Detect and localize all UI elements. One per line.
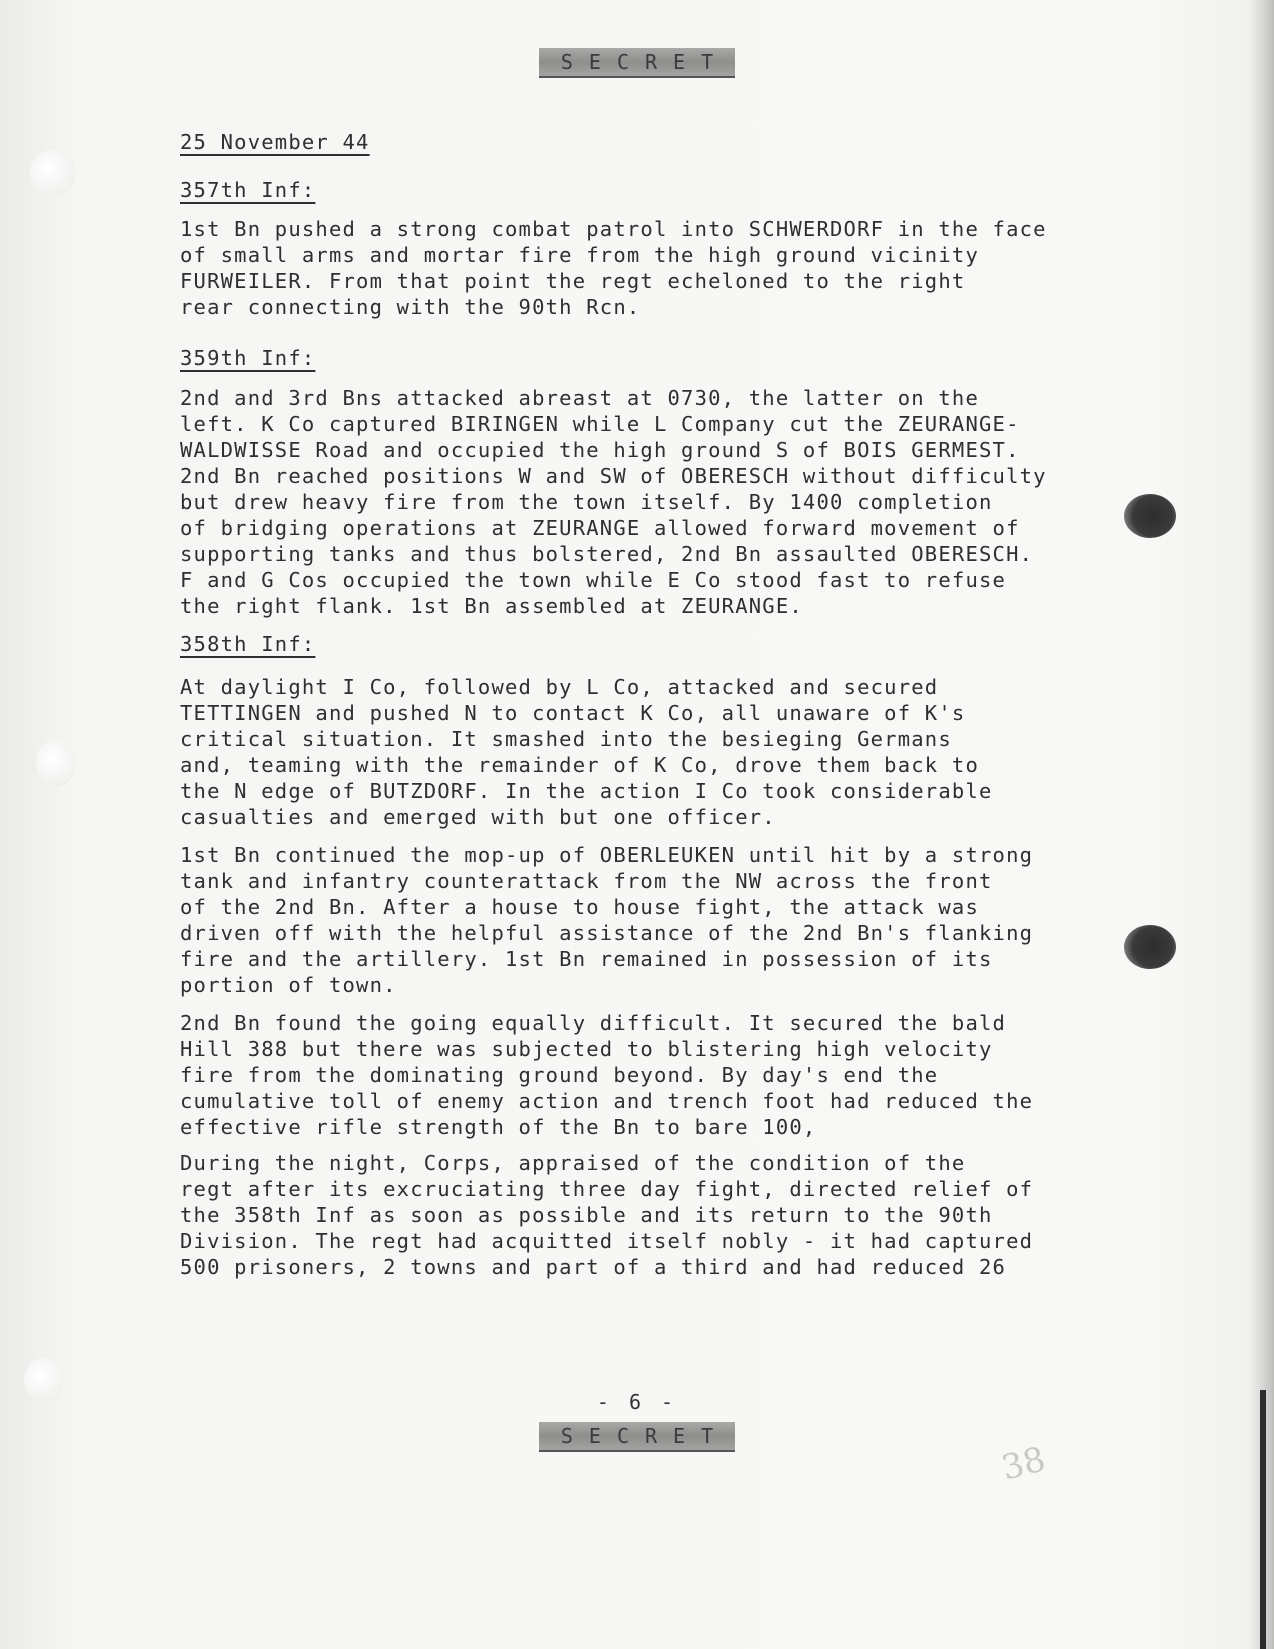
text-line: At daylight I Co, followed by L Co, attacked and secured [180, 675, 939, 699]
text-line: WALDWISSE Road and occupied the high ground S of BOIS GERMEST. [180, 438, 1020, 462]
text-line: 1st Bn pushed a strong combat patrol into SCHWERDORF in the face [180, 217, 1047, 241]
text-line: of small arms and mortar fire from the high ground vicinity [180, 243, 979, 267]
text-line: fire from the dominating ground beyond. By day's end the [180, 1063, 939, 1087]
paragraph-358th-4 [180, 1150, 1140, 1280]
date-heading: 25 November 44 [180, 130, 370, 154]
paragraph-357th-1 [180, 216, 1140, 320]
text-line: tank and infantry counterattack from the NW across the front [180, 869, 993, 893]
classification-stamp-top [0, 48, 1274, 78]
text-line: effective rifle strength of the Bn to bare 100, [180, 1115, 817, 1139]
text-line: and, teaming with the remainder of K Co, drove them back to [180, 753, 979, 777]
text-line: supporting tanks and thus bolstered, 2nd Bn assaulted OBERESCH. [180, 542, 1034, 566]
text-line: of bridging operations at ZEURANGE allowed forward movement of [180, 516, 1020, 540]
paragraph-358th-2 [180, 842, 1140, 998]
text-line: rear connecting with the 90th Rcn. [180, 295, 641, 319]
text-line: 500 prisoners, 2 towns and part of a third and had reduced 26 [180, 1255, 1007, 1279]
text-line: of the 2nd Bn. After a house to house fight, the attack was [180, 895, 979, 919]
text-line: Hill 388 but there was subjected to blistering high velocity [180, 1037, 993, 1061]
text-line: Division. The regt had acquitted itself nobly - it had captured [180, 1229, 1034, 1253]
page-number: - 6 - [596, 1390, 678, 1414]
classification-stamp-bottom [0, 1422, 1274, 1452]
text-line: F and G Cos occupied the town while E Co stood fast to refuse [180, 568, 1007, 592]
section-heading-359th: 359th Inf: [180, 346, 316, 370]
text-line: driven off with the helpful assistance of the 2nd Bn's flanking [180, 921, 1034, 945]
text-line: During the night, Corps, appraised of the condition of the [180, 1151, 966, 1175]
section-heading-357th: 357th Inf: [180, 178, 316, 202]
paragraph-358th-1 [180, 674, 1140, 830]
text-line: TETTINGEN and pushed N to contact K Co, all unaware of K's [180, 701, 966, 725]
punch-hole-middle [36, 740, 76, 786]
classification-label-bottom: SECRET [539, 1422, 735, 1452]
punch-hole-top [30, 150, 76, 196]
text-line: regt after its excruciating three day fight, directed relief of [180, 1177, 1034, 1201]
text-line: casualties and emerged with but one officer. [180, 805, 776, 829]
paragraph-359th-1 [180, 385, 1140, 619]
text-line: 2nd Bn found the going equally difficult. It secured the bald [180, 1011, 1007, 1035]
text-line: 2nd and 3rd Bns attacked abreast at 0730, the latter on the [180, 386, 979, 410]
text-line: but drew heavy fire from the town itself. By 1400 completion [180, 490, 993, 514]
text-line: the N edge of BUTZDORF. In the action I Co took considerable [180, 779, 993, 803]
classification-label-top: SECRET [539, 48, 735, 78]
pencil-annotation: 38 [997, 1439, 1050, 1489]
section-heading-358th: 358th Inf: [180, 632, 316, 656]
text-line: fire and the artillery. 1st Bn remained in possession of its [180, 947, 993, 971]
text-line: FURWEILER. From that point the regt echeloned to the right [180, 269, 966, 293]
text-line: the 358th Inf as soon as possible and its return to the 90th [180, 1203, 993, 1227]
text-line: the right flank. 1st Bn assembled at ZEURANGE. [180, 594, 803, 618]
text-line: cumulative toll of enemy action and trench foot had reduced the [180, 1089, 1034, 1113]
text-line: portion of town. [180, 973, 397, 997]
paragraph-358th-3 [180, 1010, 1140, 1140]
text-line: critical situation. It smashed into the besieging Germans [180, 727, 952, 751]
text-line: 2nd Bn reached positions W and SW of OBERESCH without difficulty [180, 464, 1047, 488]
text-line: left. K Co captured BIRINGEN while L Company cut the ZEURANGE- [180, 412, 1020, 436]
text-line: 1st Bn continued the mop-up of OBERLEUKEN until hit by a strong [180, 843, 1034, 867]
